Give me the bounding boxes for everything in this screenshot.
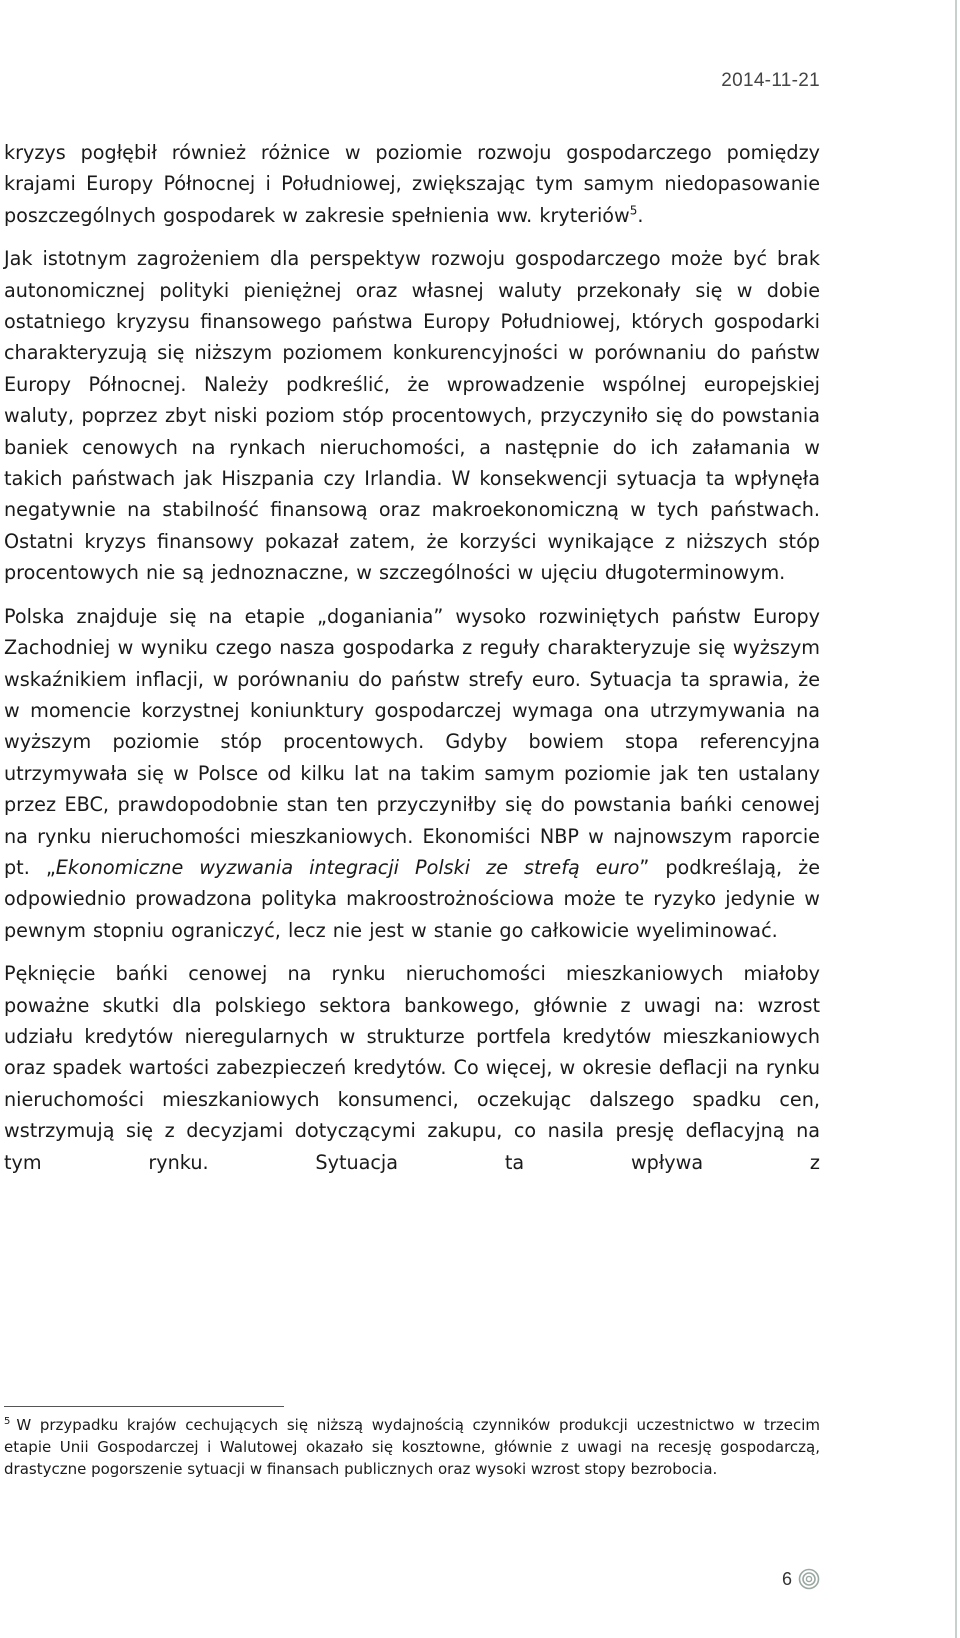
paragraph-1-end: . <box>637 203 644 227</box>
page-footer <box>782 1568 820 1590</box>
page-edge-rule <box>955 0 957 1638</box>
footnote <box>4 1414 820 1480</box>
document-body <box>4 137 820 1190</box>
paragraph-2: Jak istotnym zagrożeniem dla perspektyw rozwoju gospodarczego może być brak autonomicznej polityki pieniężnej oraz własnej waluty przekonały się w dobie ostatniego kryzysu finansowego państwa Europy Południowej, których gospodarki charakteryzują się niższym poziomem konkurencyjności w porównaniu do państw Europy Północnej. Należy podkreślić, że wprowadzenie wspólnej europejskiej waluty, poprzez zbyt niski poziom stóp procentowych, przyczyniło się do powstania baniek cenowych na rynkach nieruchomości, a następnie do ich załamania w takich państwach jak Hiszpania czy Irlandia. W konsekwencji sytuacja ta wpłynęła negatywnie na stabilność finansową oraz makroekonomiczną w tych państwach. Ostatni kryzys finansowy pokazał zatem, że korzyści wynikające z niższych stóp procentowych nie są jednoznaczne, w szczególności w ujęciu długoterminowym. <box>4 247 820 585</box>
paragraph-3-end: ” podkreślają, że odpowiednio prowadzona polityka makroostrożnościowa może te ryzyko jedynie w pewnym stopniu ograniczyć, lecz nie jest w stanie go całkowicie wyeliminować. <box>4 855 820 942</box>
header-date: 2014-11-21 <box>721 70 820 91</box>
paragraph-3-text: Polska znajduje się na etapie „doganiania” wysoko rozwiniętych państw Europy Zachodniej w wyniku czego nasza gospodarka z reguły charakteryzuje się wyższym wskaźnikiem inflacji, w porównaniu do państw strefy euro. Sytuacja ta sprawia, że w momencie korzystnej koniunktury gospodarczej wymaga ona utrzymywania na wyższym poziomie stóp procentowych. Gdyby bowiem stopa referencyjna utrzymywała się w Polsce od kilku lat na takim samym poziomie jak ten ustalany przez EBC, prawdopodobnie stan ten przyczyniłby się do powstania bańki cenowej na rynku nieruchomości mieszkaniowych. Ekonomiści NBP w najnowszym raporcie pt. „ <box>4 604 820 879</box>
footnote-ref[interactable]: 5 <box>629 203 638 218</box>
paragraph-3 <box>4 601 820 946</box>
paragraph-1 <box>4 137 820 231</box>
footnote-separator <box>4 1406 284 1407</box>
footnote-text: W przypadku krajów cechujących się niższą wydajnością czynników produkcji uczestnictwo w trzecim etapie Unii Gospodarczej i Walutowej okazało się kosztowne, głównie z uwagi na recesję gospodarczą, drastyczne pogorszenie sytuacji w finansach publicznych oraz wysoki wzrost stopy bezrobocia. <box>4 1416 820 1478</box>
page-number: 6 <box>782 1568 793 1589</box>
paragraph-4: Pęknięcie bańki cenowej na rynku nieruchomości mieszkaniowych miałoby poważne skutki dla polskiego sektora bankowego, głównie z uwagi na: wzrost udziału kredytów nieregularnych w strukturze portfela kredytów mieszkaniowych oraz spadek wartości zabezpieczeń kredytów. Co więcej, w okresie deflacji na rynku nieruchomości mieszkaniowych konsumenci, oczekując dalszego spadku cen, wstrzymują się z decyzjami dotyczącymi zakupu, co nasila presję deflacyjną na tym rynku. Sytuacja ta wpływa z <box>4 962 820 1174</box>
concentric-circles-icon <box>798 1568 820 1590</box>
paragraph-1-text: kryzys pogłębił również różnice w poziomie rozwoju gospodarczego pomiędzy krajami Europy Północnej i Południowej, zwiększając tym samym niedopasowanie poszczególnych gospodarek w zakresie spełnienia ww. kryteriów <box>4 141 820 227</box>
report-title: Ekonomiczne wyzwania integracji Polski ze strefą euro <box>55 855 640 879</box>
footnote-number: 5 <box>4 1416 11 1427</box>
